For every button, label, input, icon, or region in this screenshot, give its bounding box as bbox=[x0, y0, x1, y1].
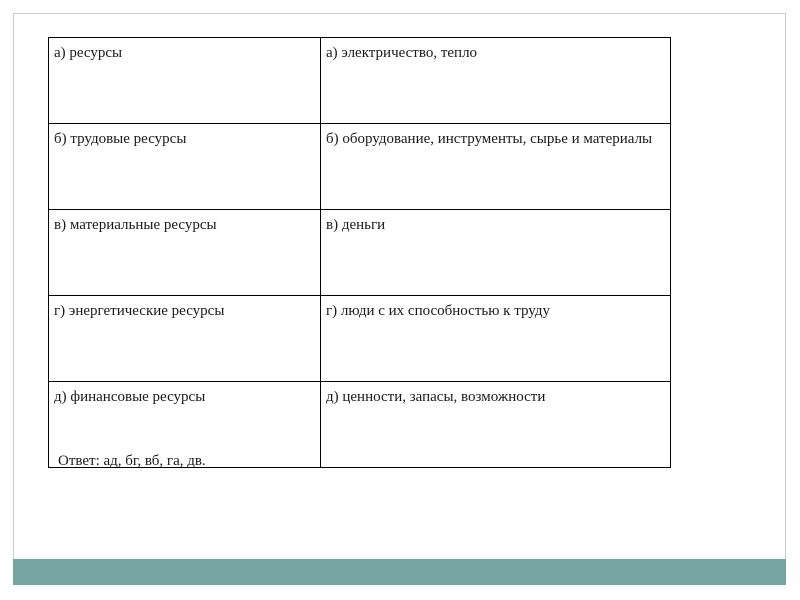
table-cell-left: д) финансовые ресурсы bbox=[49, 382, 321, 468]
table-cell-right: б) оборудование, инструменты, сырье и материалы bbox=[321, 124, 671, 210]
footer-bar bbox=[13, 559, 786, 585]
table-cell-left: г) энергетические ресурсы bbox=[49, 296, 321, 382]
table-cell-right: д) ценности, запасы, возможности bbox=[321, 382, 671, 468]
table-row bbox=[49, 210, 671, 296]
matching-table bbox=[48, 37, 671, 468]
table-cell-left: б) трудовые ресурсы bbox=[49, 124, 321, 210]
table-cell-left: а) ресурсы bbox=[49, 38, 321, 124]
table-cell-left: в) материальные ресурсы bbox=[49, 210, 321, 296]
table-cell-right: г) люди с их способностью к труду bbox=[321, 296, 671, 382]
table-row bbox=[49, 38, 671, 124]
table-row bbox=[49, 124, 671, 210]
answer-text: Ответ: ад, бг, вб, га, дв. bbox=[58, 453, 206, 469]
table-row bbox=[49, 296, 671, 382]
table-cell-right: в) деньги bbox=[321, 210, 671, 296]
table-cell-right: а) электричество, тепло bbox=[321, 38, 671, 124]
